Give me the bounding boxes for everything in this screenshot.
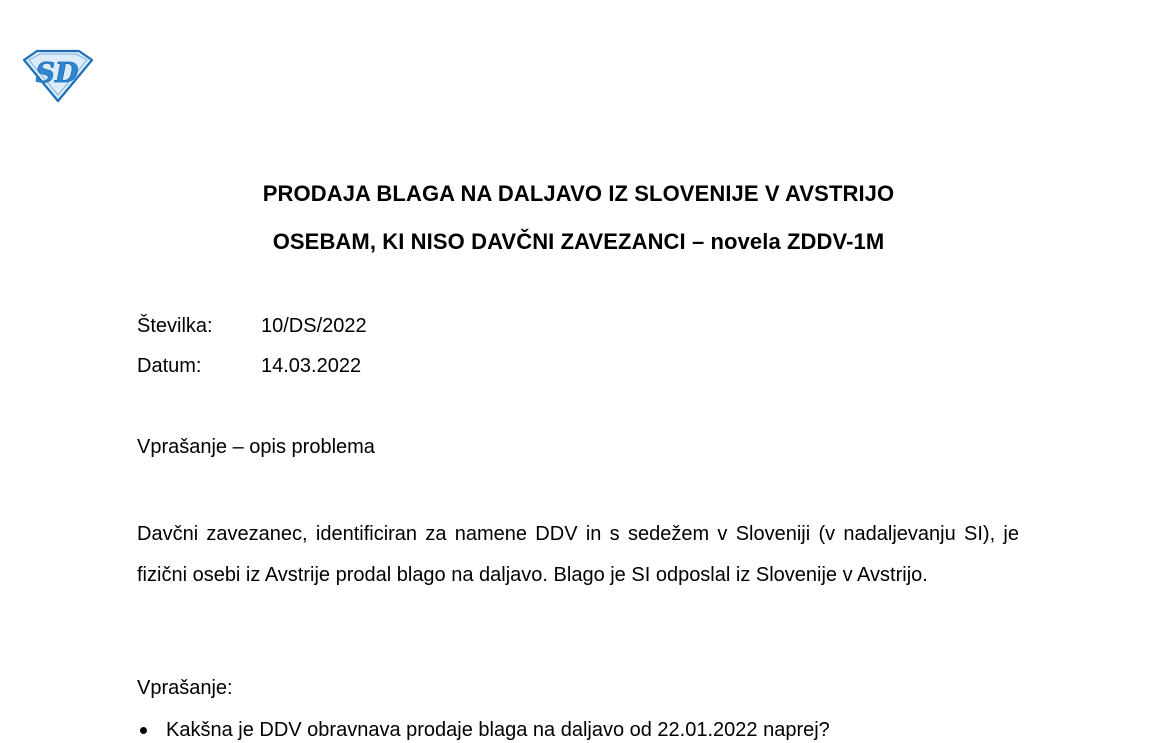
svg-text:SD: SD: [35, 58, 79, 89]
meta-date-label: Datum:: [137, 355, 202, 377]
sd-shield-logo-icon: [21, 48, 95, 104]
document-title-line-1: PRODAJA BLAGA NA DALJAVO IZ SLOVENIJE V AVSTRIJO: [262, 181, 895, 206]
meta-date-value: 14.03.2022: [261, 355, 362, 377]
meta-date-row: [137, 354, 361, 378]
questions-heading: Vprašanje:: [137, 677, 233, 699]
meta-number-label: Številka:: [137, 315, 213, 337]
bullet-icon: [140, 727, 147, 734]
question-text: Kakšna je DDV obravnava prodaje blaga na daljavo od 22.01.2022 naprej?: [166, 719, 830, 741]
question-heading: Vprašanje – opis problema: [137, 436, 375, 458]
document-title-line-2: OSEBAM, KI NISO DAVČNI ZAVEZANCI – novela ZDDV-1M: [272, 229, 885, 254]
meta-number-value: 10/DS/2022: [261, 315, 367, 337]
meta-number-row: [137, 314, 367, 338]
problem-description-paragraph: Davčni zavezanec, identificiran za namene DDV in s sedežem v Sloveniji (v nadaljevanju SI), je fizični osebi iz Avstrije prodal blago na daljavo. Blago je SI odposlal iz Slovenije v Avstrijo.: [137, 523, 1019, 586]
